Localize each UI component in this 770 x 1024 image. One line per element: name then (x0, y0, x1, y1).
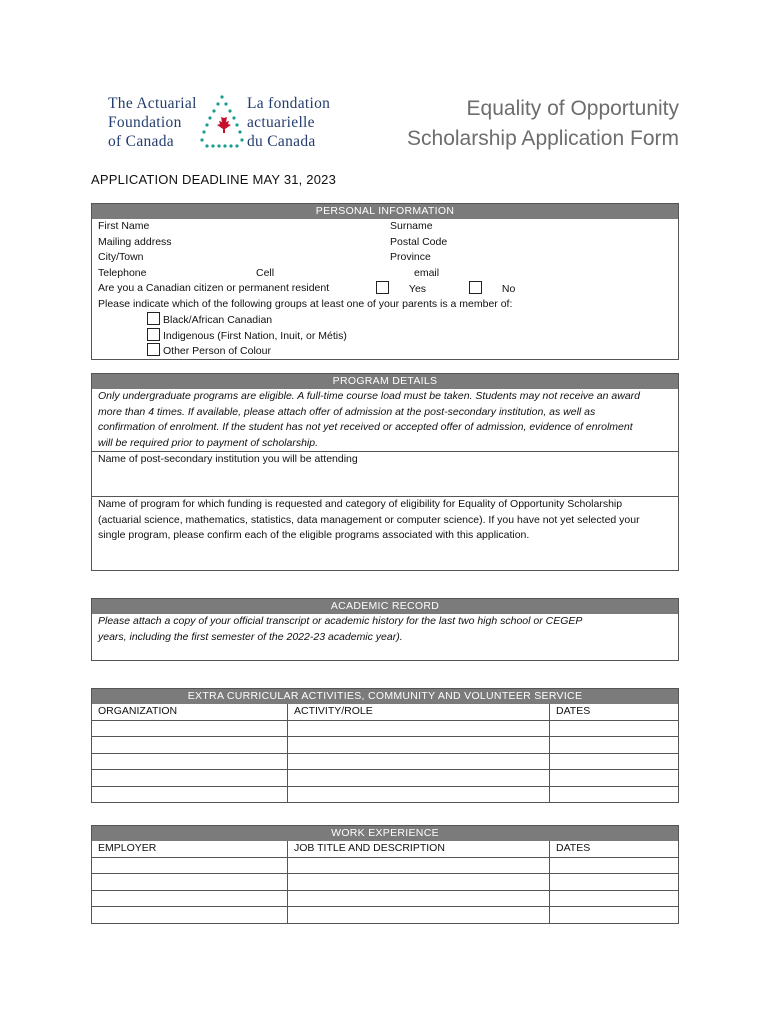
logo-english-name: The Actuarial Foundation of Canada (108, 95, 197, 150)
extra-curricular-table (92, 704, 678, 802)
table-row[interactable] (92, 769, 678, 786)
table-row[interactable] (92, 890, 678, 907)
citizen-question: Are you a Canadian citizen or permanent resident (98, 282, 330, 294)
citizen-yes-option[interactable]: Yes (376, 281, 476, 297)
province-field[interactable]: Province (390, 251, 431, 263)
program-eligibility-note: Only undergraduate programs are eligible. A full-time course load must be taken. Students may not receive an award more than 4 times. If available, please attach offer of admission at the post-secondary institution, as well as confirmation of enrolment. If the student has not yet received or accepted offer of admission, evidence of enrolment will be required prior to payment of scholarship. (98, 390, 641, 449)
mailing-address-field[interactable]: Mailing address (98, 235, 172, 248)
first-name-field[interactable]: First Name (98, 220, 150, 232)
city-field[interactable]: City/Town (98, 251, 144, 263)
table-header-row (92, 704, 678, 720)
column-header: EMPLOYER (98, 842, 157, 854)
group-option-black[interactable]: Black/African Canadian (142, 312, 542, 328)
table-row[interactable] (92, 906, 678, 923)
column-header: ACTIVITY/ROLE (287, 704, 562, 720)
application-deadline: APPLICATION DEADLINE MAY 31, 2023 (91, 172, 337, 187)
transcript-note: Please attach a copy of your official transcript or academic history for the last two high school or CEGEP years, including the first semester of the 2022-23 academic year). (98, 615, 583, 643)
group-option-indigenous[interactable]: Indigenous (First Nation, Inuit, or Métis) (142, 328, 542, 344)
academic-record-section (91, 598, 679, 661)
table-row[interactable] (92, 857, 678, 874)
program-details-section (91, 373, 679, 571)
section-header: WORK EXPERIENCE (92, 826, 678, 841)
table-row[interactable] (92, 753, 678, 770)
no-checkbox[interactable] (469, 281, 482, 294)
email-field[interactable]: email (414, 266, 440, 279)
column-header: JOB TITLE AND DESCRIPTION (287, 841, 562, 857)
column-header: ORGANIZATION (98, 705, 178, 717)
other-person-of-colour-checkbox[interactable] (147, 343, 160, 356)
section-header: ACADEMIC RECORD (92, 599, 678, 614)
cell-field[interactable]: Cell (256, 266, 275, 279)
section-header: EXTRA CURRICULAR ACTIVITIES, COMMUNITY AND VOLUNTEER SERVICE (92, 689, 678, 704)
institution-field[interactable]: Name of post-secondary institution you will be attending (92, 451, 678, 496)
extra-curricular-section (91, 688, 679, 803)
table-row[interactable] (92, 736, 678, 753)
form-title-line-1: Equality of Opportunity (466, 97, 679, 120)
work-experience-section (91, 825, 679, 924)
yes-checkbox[interactable] (376, 281, 389, 294)
form-title (407, 94, 679, 154)
table-row[interactable] (92, 873, 678, 890)
foundation-logo (108, 94, 344, 150)
work-experience-table (92, 841, 678, 923)
column-header: DATES (549, 704, 691, 720)
black-african-canadian-checkbox[interactable] (147, 312, 160, 325)
group-option-other[interactable]: Other Person of Colour (142, 343, 542, 359)
indigenous-checkbox[interactable] (147, 328, 160, 341)
section-header: PERSONAL INFORMATION (92, 204, 678, 219)
column-header: DATES (549, 841, 691, 857)
table-row[interactable] (92, 720, 678, 737)
table-row[interactable] (92, 786, 678, 803)
postal-code-field[interactable]: Postal Code (390, 235, 448, 248)
groups-prompt: Please indicate which of the following groups at least one of your parents is a member of: (98, 297, 513, 310)
surname-field[interactable]: Surname (390, 220, 433, 232)
maple-leaf-triangle-icon (200, 94, 244, 150)
section-header: PROGRAM DETAILS (92, 374, 678, 389)
form-title-line-2: Scholarship Application Form (407, 127, 679, 150)
table-header-row (92, 841, 678, 857)
logo-french-name: La fondation actuarielle du Canada (247, 95, 331, 150)
program-name-field[interactable]: Name of program for which funding is requested and category of eligibility for Equality of Opportunity Scholarship (actuarial science, mathematics, statistics, data management or computer science). If you have not yet selected your single program, please confirm each of the eligible programs associated with this application. (92, 496, 678, 544)
citizen-no-option[interactable]: No (469, 281, 569, 297)
telephone-field[interactable]: Telephone (98, 266, 147, 279)
personal-information-section (91, 203, 679, 360)
